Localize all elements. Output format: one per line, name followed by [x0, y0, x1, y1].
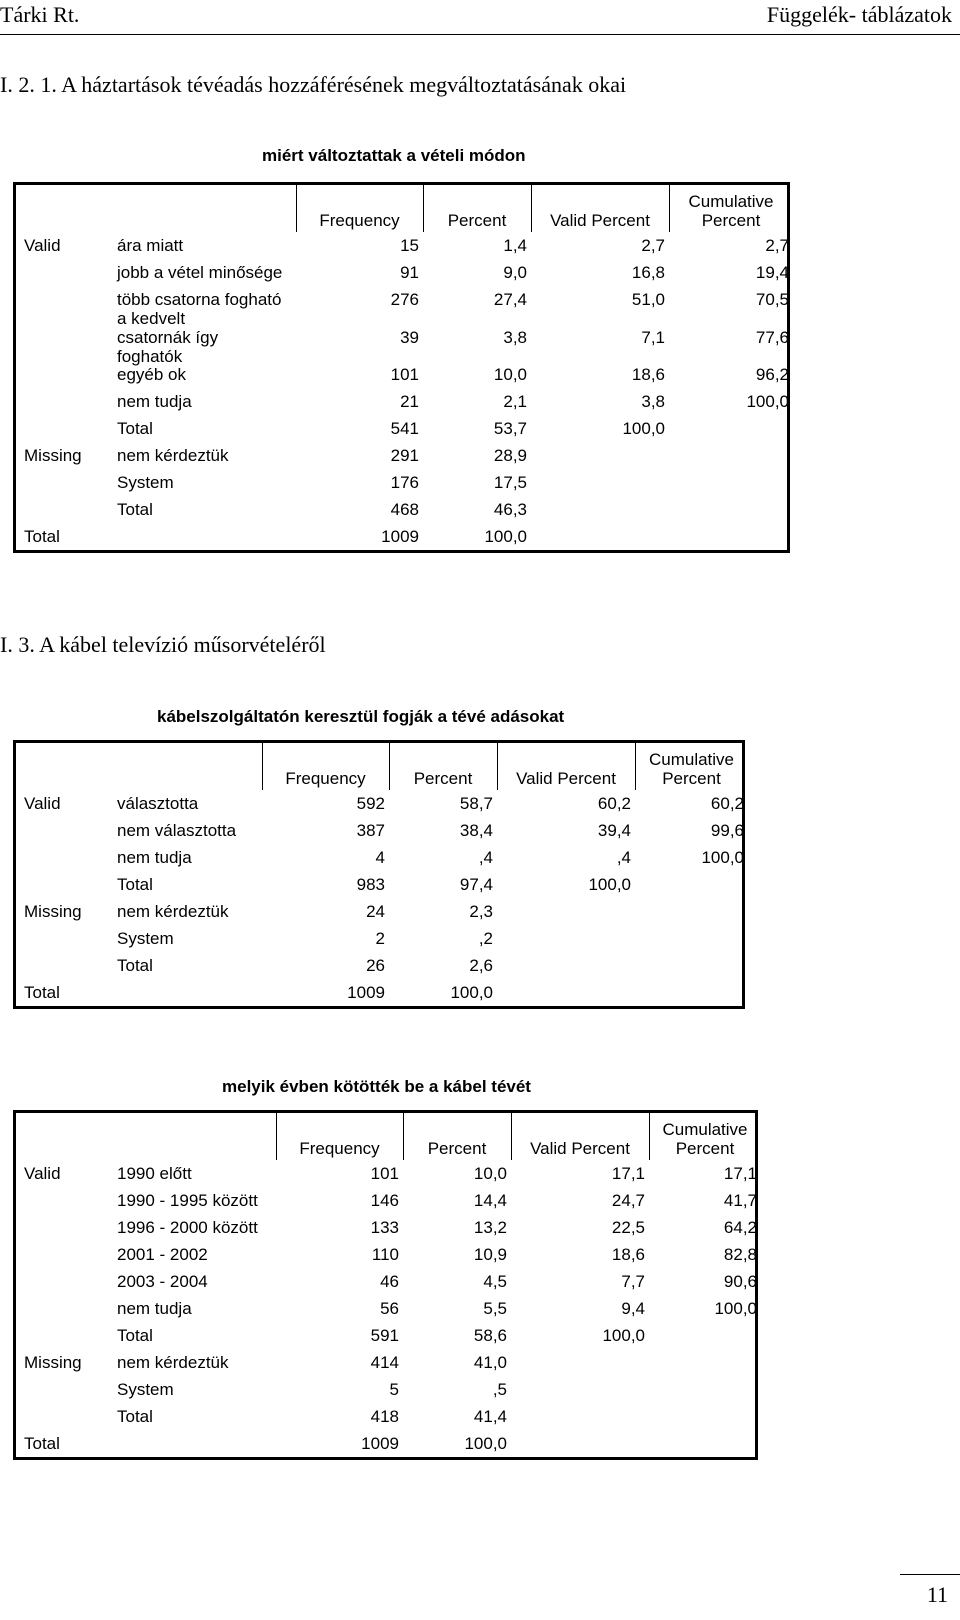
row-label: 2003 - 2004 — [117, 1272, 208, 1291]
row-label: nem tudja — [117, 848, 192, 867]
valid-percent-cell: 39,4 — [597, 821, 631, 840]
frequency-cell: 110 — [371, 1245, 399, 1264]
cumulative-percent-cell — [635, 925, 748, 952]
row-group-label — [16, 1187, 109, 1214]
row-group-label: Valid — [24, 236, 61, 255]
row-label: nem kérdeztük — [117, 1353, 229, 1372]
percent-cell: 5,5 — [483, 1299, 507, 1318]
frequency-cell: 39 — [400, 327, 419, 347]
column-header-cumulative-percent — [669, 185, 793, 232]
valid-percent-cell: 100,0 — [588, 875, 631, 894]
column-header-cumulative-line1: Cumulative — [648, 750, 735, 769]
percent-cell: ,2 — [478, 929, 493, 948]
column-header-cumulative-line2: Percent — [701, 211, 761, 230]
row-group-label — [16, 1214, 109, 1241]
row-label: nem kérdeztük — [117, 902, 229, 921]
cumulative-percent-cell — [669, 469, 793, 496]
valid-percent-cell — [497, 925, 635, 952]
cumulative-percent-cell: 96,2 — [755, 365, 789, 384]
frequency-cell: 15 — [400, 236, 419, 255]
column-header-frequency: Frequency — [319, 211, 400, 230]
row-group-label — [16, 259, 109, 286]
cumulative-percent-cell: 60,2 — [710, 794, 744, 813]
valid-percent-cell: 24,7 — [611, 1191, 645, 1210]
row-label: Total — [117, 875, 153, 894]
header-right: Függelék- táblázatok — [766, 2, 952, 27]
frequency-table-vetel — [13, 182, 790, 553]
frequency-cell: 1009 — [381, 527, 419, 546]
column-header-frequency: Frequency — [299, 1139, 380, 1158]
cumulative-percent-cell — [635, 871, 748, 898]
row-group-label: Missing — [24, 902, 82, 921]
header-column-separator — [511, 1113, 512, 1160]
valid-percent-cell: 18,6 — [631, 365, 665, 384]
frequency-cell: 101 — [390, 365, 419, 384]
row-label: a kedvelt csatornák így foghatók — [117, 308, 219, 366]
row-label: Total — [117, 1407, 153, 1426]
row-group-label — [16, 844, 109, 871]
header-blank — [16, 743, 109, 790]
cumulative-percent-cell: 64,2 — [723, 1218, 757, 1237]
percent-cell: 2,6 — [469, 956, 493, 975]
row-label: jobb a vétel minősége — [117, 263, 283, 282]
row-label: több csatorna fogható — [117, 290, 282, 309]
cumulative-percent-cell: 70,5 — [755, 290, 789, 309]
column-header-cumulative-line1: Cumulative — [662, 1120, 748, 1139]
cumulative-percent-cell: 41,7 — [723, 1191, 757, 1210]
cumulative-percent-cell — [649, 1403, 761, 1430]
percent-cell: 100,0 — [464, 1434, 507, 1453]
cumulative-percent-cell: 100,0 — [701, 848, 744, 867]
row-group-label — [16, 286, 109, 313]
valid-percent-cell: 16,8 — [631, 263, 665, 282]
percent-cell: 10,0 — [473, 1164, 507, 1183]
column-header-cumulative-line2: Percent — [675, 1139, 735, 1158]
row-label — [109, 1430, 276, 1457]
page-number-rule — [900, 1574, 960, 1575]
frequency-cell: 414 — [370, 1353, 399, 1372]
valid-percent-cell: 17,1 — [611, 1164, 645, 1183]
section-title-2: I. 3. A kábel televízió műsorvételéről — [0, 632, 326, 657]
header-blank — [16, 185, 109, 232]
row-group-label — [16, 496, 109, 523]
row-label — [109, 979, 262, 1006]
header-column-separator — [403, 1113, 404, 1160]
percent-cell: 13,2 — [473, 1218, 507, 1237]
valid-percent-cell: 100,0 — [602, 1326, 645, 1345]
cumulative-percent-cell — [669, 442, 793, 469]
column-header-percent: Percent — [413, 769, 473, 788]
row-label — [109, 523, 296, 550]
header-blank — [109, 743, 262, 790]
header-blank — [16, 1113, 109, 1160]
row-label: Total — [117, 1326, 153, 1345]
valid-percent-cell — [531, 469, 669, 496]
percent-cell: 97,4 — [459, 875, 493, 894]
row-label: nem tudja — [117, 1299, 192, 1318]
frequency-table-kabel — [13, 740, 745, 1009]
percent-cell: 9,0 — [503, 263, 527, 282]
row-group-label — [16, 952, 109, 979]
percent-cell: 3,8 — [503, 327, 527, 347]
row-group-label: Valid — [24, 794, 61, 813]
frequency-cell: 91 — [400, 263, 419, 282]
cumulative-percent-cell: 82,8 — [723, 1245, 757, 1264]
cumulative-percent-cell: 100,0 — [746, 392, 789, 411]
percent-cell: 28,9 — [493, 446, 527, 465]
cumulative-percent-cell — [649, 1376, 761, 1403]
cumulative-percent-cell — [669, 523, 793, 550]
valid-percent-cell — [497, 898, 635, 925]
percent-cell: 38,4 — [459, 821, 493, 840]
row-label: 2001 - 2002 — [117, 1245, 208, 1264]
header-left: Tárki Rt. — [0, 2, 80, 27]
header-column-separator — [296, 185, 297, 232]
valid-percent-cell — [511, 1403, 649, 1430]
valid-percent-cell — [531, 523, 669, 550]
valid-percent-cell — [511, 1430, 649, 1457]
frequency-cell: 101 — [370, 1164, 399, 1183]
row-group-label — [16, 1403, 109, 1430]
percent-cell: 17,5 — [493, 473, 527, 492]
frequency-cell: 24 — [366, 902, 385, 921]
header-column-separator — [531, 185, 532, 232]
percent-cell: 100,0 — [484, 527, 527, 546]
percent-cell: 46,3 — [493, 500, 527, 519]
valid-percent-cell — [511, 1376, 649, 1403]
percent-cell: 14,4 — [473, 1191, 507, 1210]
row-group-label: Total — [24, 1434, 60, 1453]
valid-percent-cell: 7,7 — [621, 1272, 645, 1291]
table-title-2: kábelszolgáltatón keresztül fogják a tévé adásokat — [157, 707, 565, 726]
frequency-cell: 591 — [370, 1326, 399, 1345]
row-group-label — [16, 1322, 109, 1349]
row-group-label — [16, 361, 109, 388]
column-header-valid-percent: Valid Percent — [530, 1139, 630, 1158]
table-title-3: melyik évben kötötték be a kábel tévét — [222, 1077, 531, 1096]
cumulative-percent-cell: 2,7 — [765, 236, 789, 255]
valid-percent-cell: 22,5 — [611, 1218, 645, 1237]
header-column-separator — [635, 743, 636, 790]
frequency-cell: 4 — [375, 848, 385, 867]
valid-percent-cell: 9,4 — [621, 1299, 645, 1318]
frequency-cell: 5 — [389, 1380, 399, 1399]
percent-cell: 4,5 — [483, 1272, 507, 1291]
cumulative-percent-cell — [635, 979, 748, 1006]
valid-percent-cell: 51,0 — [631, 290, 665, 309]
valid-percent-cell: 2,7 — [641, 236, 665, 255]
row-label: nem tudja — [117, 392, 192, 411]
row-label: 1990 - 1995 között — [117, 1191, 258, 1210]
row-group-label — [16, 415, 109, 442]
row-label: Total — [117, 956, 153, 975]
row-label: nem választotta — [117, 821, 237, 840]
column-header-cumulative-line2: Percent — [662, 769, 721, 788]
column-header-cumulative-percent — [649, 1113, 761, 1160]
row-label: 1990 előtt — [117, 1164, 192, 1183]
header-column-separator — [669, 185, 670, 232]
column-header-valid-percent: Valid Percent — [550, 211, 650, 230]
valid-percent-cell — [511, 1349, 649, 1376]
header-column-separator — [276, 1113, 277, 1160]
row-group-label — [16, 1241, 109, 1268]
table-title-1: miért változtattak a vételi módon — [262, 146, 526, 165]
frequency-cell: 983 — [356, 875, 385, 894]
row-group-label — [16, 388, 109, 415]
cumulative-percent-cell: 77,6 — [755, 327, 789, 347]
frequency-cell: 26 — [366, 956, 385, 975]
frequency-table-ev — [13, 1110, 758, 1460]
header-rule — [0, 34, 960, 35]
row-group-label — [16, 817, 109, 844]
frequency-cell: 2 — [375, 929, 385, 948]
frequency-cell: 592 — [356, 794, 385, 813]
frequency-cell: 56 — [380, 1299, 399, 1318]
row-group-label — [16, 1268, 109, 1295]
row-label: ára miatt — [117, 236, 184, 255]
row-group-label: Valid — [24, 1164, 61, 1183]
row-label: egyéb ok — [117, 365, 186, 384]
column-header-cumulative-line1: Cumulative — [688, 192, 774, 211]
row-label: Total — [117, 500, 153, 519]
frequency-cell: 176 — [390, 473, 419, 492]
cumulative-percent-cell: 17,1 — [723, 1164, 757, 1183]
cumulative-percent-cell — [669, 415, 793, 442]
row-group-label — [16, 1376, 109, 1403]
row-label: választotta — [117, 794, 199, 813]
cumulative-percent-cell — [635, 952, 748, 979]
row-group-label — [16, 1295, 109, 1322]
valid-percent-cell: 7,1 — [641, 327, 665, 347]
cumulative-percent-cell: 90,6 — [723, 1272, 757, 1291]
percent-cell: ,5 — [492, 1380, 507, 1399]
percent-cell: ,4 — [478, 848, 493, 867]
row-group-label: Total — [24, 527, 60, 546]
valid-percent-cell — [497, 979, 635, 1006]
header-column-separator — [423, 185, 424, 232]
column-header-percent: Percent — [447, 211, 507, 230]
valid-percent-cell — [497, 952, 635, 979]
cumulative-percent-cell — [649, 1349, 761, 1376]
row-group-label: Total — [24, 983, 60, 1002]
header-column-separator — [262, 743, 263, 790]
frequency-cell: 468 — [390, 500, 419, 519]
percent-cell: 41,0 — [473, 1353, 507, 1372]
percent-cell: 41,4 — [473, 1407, 507, 1426]
percent-cell: 1,4 — [503, 236, 527, 255]
percent-cell: 53,7 — [493, 419, 527, 438]
row-group-label: Missing — [24, 446, 82, 465]
header-column-separator — [389, 743, 390, 790]
cumulative-percent-cell — [635, 898, 748, 925]
percent-cell: 2,3 — [469, 902, 493, 921]
percent-cell: 10,0 — [493, 365, 527, 384]
page-number: 11 — [926, 1582, 948, 1607]
percent-cell: 27,4 — [493, 290, 527, 309]
frequency-cell: 1009 — [347, 983, 385, 1002]
valid-percent-cell: 3,8 — [641, 392, 665, 411]
row-group-label — [16, 871, 109, 898]
frequency-cell: 387 — [356, 821, 385, 840]
frequency-cell: 46 — [380, 1272, 399, 1291]
cumulative-percent-cell: 100,0 — [714, 1299, 757, 1318]
valid-percent-cell — [531, 496, 669, 523]
column-header-frequency: Frequency — [285, 769, 366, 788]
header-column-separator — [649, 1113, 650, 1160]
cumulative-percent-cell — [649, 1430, 761, 1457]
row-label: Total — [117, 419, 153, 438]
frequency-cell: 541 — [390, 419, 419, 438]
cumulative-percent-cell: 19,4 — [755, 263, 789, 282]
column-header-valid-percent: Valid Percent — [516, 769, 616, 788]
frequency-cell: 133 — [370, 1218, 399, 1237]
frequency-cell: 21 — [400, 392, 419, 411]
frequency-cell: 146 — [370, 1191, 399, 1210]
row-label: System — [117, 929, 174, 948]
row-label: 1996 - 2000 között — [117, 1218, 258, 1237]
row-group-label — [16, 469, 109, 496]
frequency-cell: 276 — [390, 290, 419, 309]
row-label: System — [117, 1380, 174, 1399]
header-column-separator — [497, 743, 498, 790]
valid-percent-cell: 18,6 — [611, 1245, 645, 1264]
column-header-cumulative-percent — [635, 743, 748, 790]
frequency-cell: 418 — [370, 1407, 399, 1426]
valid-percent-cell: 60,2 — [597, 794, 631, 813]
valid-percent-cell: 100,0 — [622, 419, 665, 438]
column-header-percent: Percent — [427, 1139, 487, 1158]
percent-cell: 10,9 — [473, 1245, 507, 1264]
header-blank — [109, 185, 296, 232]
section-title-1: I. 2. 1. A háztartások tévéadás hozzáférésének megváltoztatásának okai — [0, 72, 627, 97]
cumulative-percent-cell — [669, 496, 793, 523]
frequency-cell: 291 — [390, 446, 419, 465]
percent-cell: 100,0 — [450, 983, 493, 1002]
header-blank — [109, 1113, 276, 1160]
percent-cell: 58,7 — [459, 794, 493, 813]
row-group-label: Missing — [24, 1353, 82, 1372]
cumulative-percent-cell: 99,6 — [710, 821, 744, 840]
frequency-cell: 1009 — [361, 1434, 399, 1453]
valid-percent-cell — [531, 442, 669, 469]
row-label: nem kérdeztük — [117, 446, 229, 465]
percent-cell: 2,1 — [503, 392, 527, 411]
row-label: System — [117, 473, 174, 492]
row-group-label — [16, 313, 109, 361]
valid-percent-cell: ,4 — [616, 848, 631, 867]
cumulative-percent-cell — [649, 1322, 761, 1349]
row-group-label — [16, 925, 109, 952]
percent-cell: 58,6 — [473, 1326, 507, 1345]
